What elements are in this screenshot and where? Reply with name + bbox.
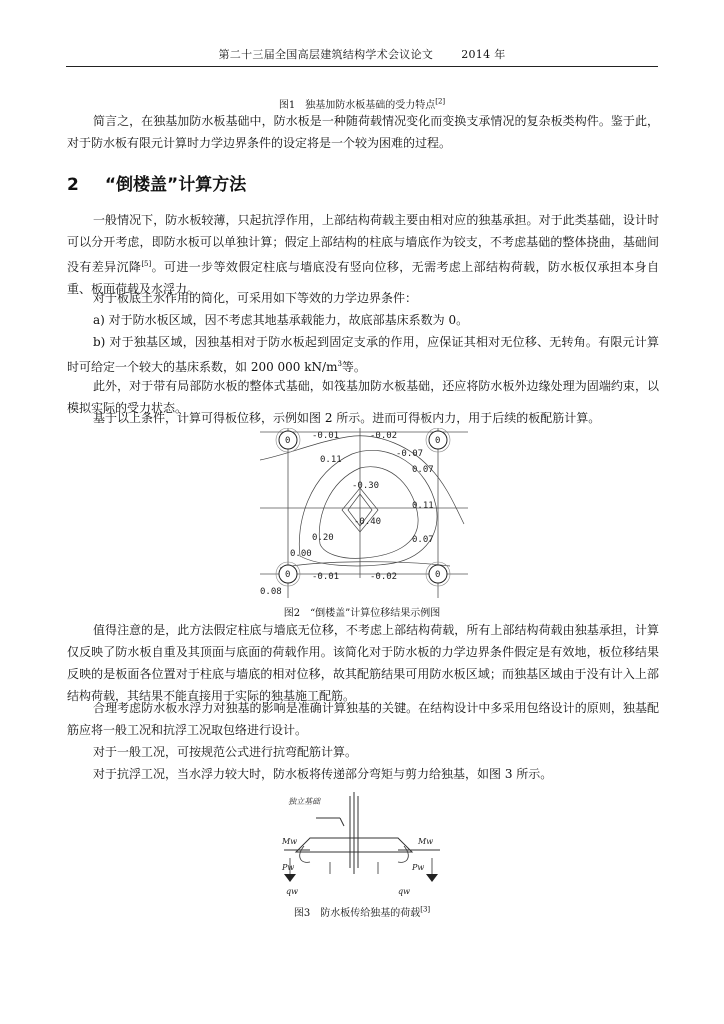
label-right-1: -0.07 bbox=[396, 449, 424, 459]
fig3-label-p-right: Pw bbox=[412, 863, 425, 872]
label-mid-1: -0.30 bbox=[352, 481, 380, 491]
header-year: 2014 年 bbox=[461, 48, 506, 61]
label-mid-2: -0.40 bbox=[354, 517, 382, 527]
figure3-caption: 图3 防水板传给独基的荷载[3] bbox=[293, 905, 431, 919]
fig3-label-q-right: qw bbox=[398, 887, 410, 896]
label-right-3: 0.11 bbox=[412, 501, 434, 511]
label-corner-bl: 0 bbox=[285, 570, 291, 580]
section-paragraph-1: 一般情况下，防水板较薄，只起抗浮作用，上部结构荷载主要由相对应的独基承担。对于此类基础，设计时可以分开考虑，即防水板可以单独计算；假定上部结构的柱底与墙底作为铰支，不考虑基础的整体挠曲，基础间没有差异沉降[5]。可进一步等效假定柱底与墙底没有竖向位移，无需考虑上部结构荷载，防水板仅承担本身自重、板面荷载及水浮力。 bbox=[67, 213, 659, 296]
figure2-displacement-contour bbox=[260, 428, 468, 598]
label-corner-tr: 0 bbox=[435, 436, 441, 446]
section-paragraph-4: 基于以上条件，计算可得板位移，示例如图 2 所示。进而可得板内力，用于后续的板配筋计算。 bbox=[93, 411, 601, 425]
fig3-label-q-left: qw bbox=[286, 887, 298, 896]
label-bottom-1: -0.01 bbox=[312, 572, 340, 582]
section-paragraph-2: 对于板底土水作用的简化，可采用如下等效的力学边界条件： bbox=[93, 291, 418, 305]
fig3-label-p-left: Pw bbox=[282, 863, 295, 872]
section-number: 2 bbox=[67, 175, 79, 195]
label-right-4: 0.07 bbox=[412, 535, 434, 545]
figure3-ref: [3] bbox=[420, 905, 431, 914]
figure3-load-diagram bbox=[280, 790, 444, 898]
fig3-label-m-right: Mw bbox=[418, 837, 434, 846]
figure1-ref: [2] bbox=[435, 97, 446, 106]
label-corner-br: 0 bbox=[435, 570, 441, 580]
label-right-2: 0.07 bbox=[412, 465, 434, 475]
fig3-label-foundation: 独立基础 bbox=[288, 797, 320, 806]
after-figure2-paragraph-2: 合理考虑防水板水浮力对独基的影响是准确计算独基的关键。在结构设计中多采用包络设计的原则，独基配筋应将一般工况和抗浮工况取包络进行设计。 bbox=[67, 701, 659, 737]
after-figure2-paragraph-4: 对于抗浮工况，当水浮力较大时，防水板将传递部分弯矩与剪力给独基，如图 3 所示。 bbox=[93, 767, 553, 781]
label-mid-3: 0.20 bbox=[312, 533, 334, 543]
after-figure2-paragraph-3: 对于一般工况，可按规范公式进行抗弯配筋计算。 bbox=[93, 745, 358, 759]
figure2-caption: 图2 “倒楼盖”计算位移结果示例图 bbox=[283, 608, 441, 619]
label-bottom-3: 0.08 bbox=[260, 587, 282, 597]
list-item-b: b) 对于独基区域，因独基相对于防水板起到固定支承的作用，应保证其相对无位移、无转角。有限元计算时可给定一个较大的基床系数，如 200 000 $kN/m^3$等。 bbox=[67, 335, 659, 374]
conference-title: 第二十三届全国高层建筑结构学术会议论文 bbox=[218, 48, 434, 61]
list-item-a: a) 对于防水板区域，因不考虑其地基承载能力，故底部基床系数为 0。 bbox=[93, 313, 469, 327]
figure1-caption: 图1 独基加防水板基础的受力特点[2] bbox=[278, 97, 446, 111]
label-top-2: -0.02 bbox=[370, 431, 398, 441]
intro-paragraph: 简言之，在独基加防水板基础中，防水板是一种随荷载情况变化而变换支承情况的复杂板类构件。鉴于此，对于防水板有限元计算时力学边界条件的设定将是一个较为困难的过程。 bbox=[67, 114, 659, 150]
after-figure2-paragraph-1: 值得注意的是，此方法假定柱底与墙底无位移，不考虑上部结构荷载，所有上部结构荷载由独基承担，计算仅反映了防水板自重及其顶面与底面的荷载作用。该简化对于防水板的力学边界条件假定是有效地，板位移结果反映的是板面各位置对于柱底与墙底的相对位移，故其配筋结果可用防水板区域；而独基区域由于没有计入上部结构荷载，其结果不能直接用于实际的独基施工配筋。 bbox=[67, 623, 659, 703]
label-bottom-2: -0.02 bbox=[370, 572, 398, 582]
fig3-label-m-left: Mw bbox=[282, 837, 298, 846]
label-left-1: 0.11 bbox=[320, 455, 342, 465]
label-corner-tl: 0 bbox=[285, 436, 291, 446]
label-top-1: -0.01 bbox=[312, 431, 340, 441]
label-left-2: 0.00 bbox=[290, 549, 312, 559]
section-heading bbox=[67, 170, 246, 195]
page-header bbox=[66, 44, 658, 67]
section-title: “倒楼盖”计算方法 bbox=[104, 175, 247, 195]
section-paragraph-3: 此外，对于带有局部防水板的整体式基础，如筏基加防水板基础，还应将防水板外边缘处理为固端约束，以模拟实际的受力状态。 bbox=[67, 379, 659, 415]
